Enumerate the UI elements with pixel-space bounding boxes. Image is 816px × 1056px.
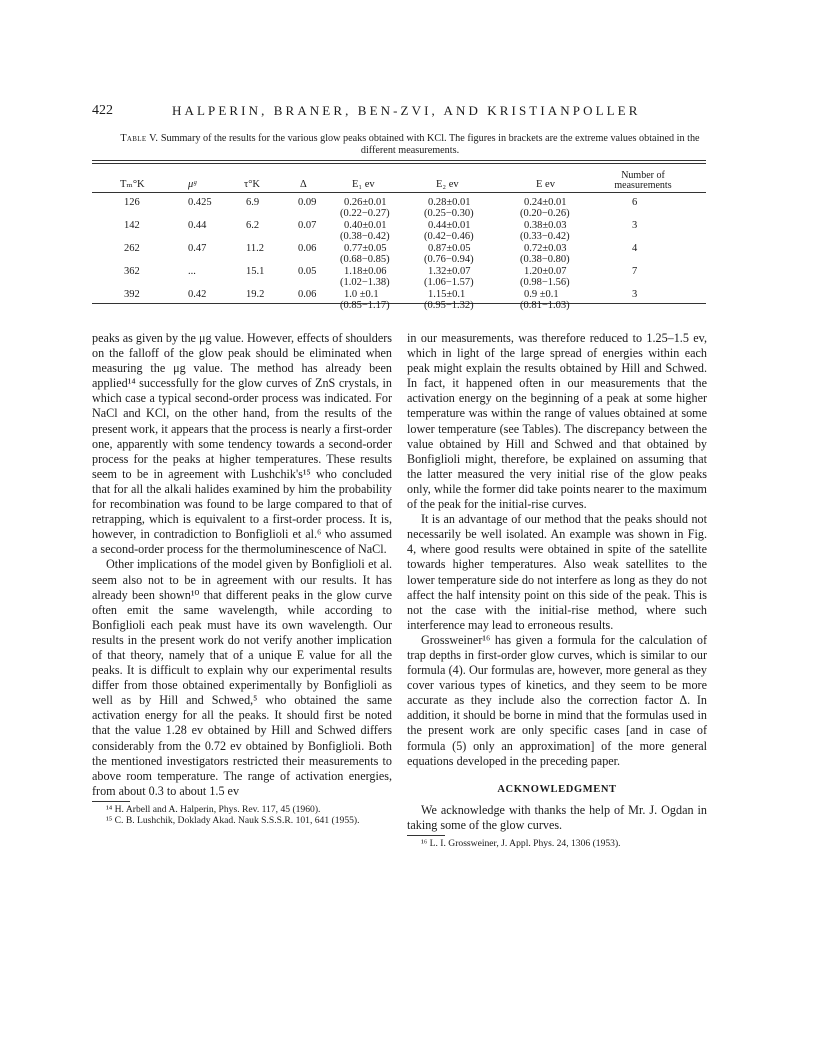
right-paragraph-2: It is an advantage of our method that the peaks should not necessarily be well isolated. An example was shown in Fig. 4, where good results were obtained in spite of the satellite towards higher temperatures. Also weak satellites to the lower temperature side do not interfere as long as they do not affect the half intensity point on this side of the peak. This is not the case with the initial-rise method, where such interference may lead to erroneous results. [407, 512, 707, 632]
table-cell-e1: 0.77±0.05 [344, 243, 387, 254]
table-top-rule [92, 160, 706, 161]
table-cell-mu: 0.47 [188, 243, 207, 254]
table-cell-e2r: (0.42−0.46) [424, 231, 474, 242]
table-cell-e1r: (0.85−1.17) [340, 300, 390, 311]
col-header-measurements: Number of measurements [614, 170, 672, 191]
col-header-tm: Tₘ°K [120, 179, 145, 190]
table-cell-e1r: (0.22−0.27) [340, 208, 390, 219]
table-cell-tm: 142 [124, 220, 140, 231]
left-column [92, 331, 392, 827]
table-cell-e1r: (1.02−1.38) [340, 277, 390, 288]
table-cell-n: 3 [632, 289, 638, 300]
table-caption-label: Table V. [120, 133, 159, 144]
table-cell-mu: ... [188, 266, 196, 277]
table-cell-tau: 6.2 [246, 220, 260, 231]
table-cell-e2r: (1.06−1.57) [424, 277, 474, 288]
table-cell-e: 0.38±0.03 [524, 220, 567, 231]
page-header [92, 103, 732, 123]
table-cell-e: 0.24±0.01 [524, 197, 567, 208]
col-header-tau: τ°K [244, 179, 261, 190]
right-paragraph-3: Grossweiner¹⁶ has given a formula for the calculation of trap depths in first-order glow curves, which is similar to our formula (4). Our formulas are, however, more general as they cover various types of kinetics, and they seem to be more accurate as they include also the correction factor Δ. In addition, it should be borne in mind that the formulas used in the present work are only specific cases [and in case of formula (5) only an approximation] of the more general equations developed in the preceding paper. [407, 632, 707, 768]
table-cell-er: (0.98−1.56) [520, 277, 570, 288]
left-paragraph-1: peaks as given by the μg value. However, effects of shoulders on the falloff of the glow peak should be eliminated when measuring the μg value. The method has already been applied¹⁴ successfully for the glow curves of ZnS crystals, in which case a typical second-order process was indicated. For NaCl and KCl, on the other hand, from the results of the present work, it appears that the process is nearly a first-order one, apparently with some tendency towards a second-order process for the peaks at higher temperatures. These results seem to be in agreement with Lushchik's¹⁵ who concluded that for all the alkali halides examined by him the probability for recombination was found to be large compared to that of retrapping, which is equivalent to a first-order process. It is, however, in contradiction to Bonfiglioli et al.⁶ who assumed a second-order process for the thermoluminescence of NaCl. [92, 331, 392, 557]
table-cell-delta: 0.05 [298, 266, 317, 277]
table-cell-er: (0.81−1.03) [520, 300, 570, 311]
table-cell-n: 7 [632, 266, 638, 277]
acknowledgment-heading: ACKNOWLEDGMENT [497, 783, 617, 795]
table-header [92, 171, 706, 191]
table-cell-e1r: (0.68−0.85) [340, 254, 390, 265]
table-top-rule-2 [92, 163, 706, 164]
table-cell-n: 3 [632, 220, 638, 231]
table-cell-delta: 0.09 [298, 197, 317, 208]
table-cell-tau: 6.9 [246, 197, 260, 208]
table-cell-er: (0.38−0.80) [520, 254, 570, 265]
footnote-rule-right [407, 835, 445, 836]
page-number: 422 [92, 103, 113, 118]
col-header-e: E ev [536, 179, 555, 190]
col-header-delta: Δ [300, 179, 307, 190]
table-cell-e2: 0.28±0.01 [428, 197, 471, 208]
table-cell-e2r: (0.76−0.94) [424, 254, 474, 265]
running-title: HALPERIN, BRANER, BEN-ZVI, AND KRISTIANPOLLER [172, 103, 641, 118]
table-cell-e: 0.72±0.03 [524, 243, 567, 254]
table-cell-e2r: (0.25−0.30) [424, 208, 474, 219]
table-cell-tau: 11.2 [246, 243, 264, 254]
table-caption-text: Summary of the results for the various glow peaks obtained with KCl. The figures in brackets are the extreme values obtained in the different measurements. [160, 133, 700, 156]
table-cell-tm: 262 [124, 243, 140, 254]
table-cell-e1: 0.40±0.01 [344, 220, 387, 231]
table-cell-e2: 1.15±0.1 [428, 289, 466, 300]
table-cell-mu: 0.425 [188, 197, 212, 208]
left-paragraph-2: Other implications of the model given by Bonfiglioli et al. seem also not to be in agreement with our results. It has already been shown¹⁰ that different peaks in the glow curve often emit the same wavelength, while according to Bonfiglioli each peak must have its own wavelength. Our results in the present work do not verify another implication of that theory, namely that of a unique E value for all the peaks. It is difficult to explain why our experimental results differ from those obtained experimentally by Bonfiglioli as well as by Hill and Schwed,⁵ who obtained the same activation energy for all the peaks. It should first be noted that the value 1.28 ev obtained by Hill and Schwed differs considerably from the 0.72 ev obtained by Bonfiglioli. Both the mentioned investigators restricted their measurements to above room temperature. The range of activation energies, from about 0.3 to about 1.5 ev [92, 557, 392, 798]
footnote-14: ¹⁴ H. Arbell and A. Halperin, Phys. Rev. 117, 45 (1960). [106, 803, 321, 815]
table-cell-e: 0.9 ±0.1 [524, 289, 559, 300]
table-cell-mu: 0.44 [188, 220, 207, 231]
table-cell-er: (0.20−0.26) [520, 208, 570, 219]
table-cell-e1: 0.26±0.01 [344, 197, 387, 208]
table-cell-mu: 0.42 [188, 289, 207, 300]
right-column [407, 331, 707, 850]
table-cell-tm: 362 [124, 266, 140, 277]
footnote-15: ¹⁵ C. B. Lushchik, Doklady Akad. Nauk S.S.S.R. 101, 641 (1955). [106, 815, 360, 827]
col-header-e1: E₁ ev [352, 179, 375, 190]
footnote-rule-left [92, 801, 130, 802]
table-cell-tau: 19.2 [246, 289, 265, 300]
table-cell-delta: 0.06 [298, 289, 317, 300]
table-cell-e2: 0.87±0.05 [428, 243, 471, 254]
table-caption [120, 133, 700, 157]
table-cell-tm: 392 [124, 289, 140, 300]
table-cell-e: 1.20±0.07 [524, 266, 567, 277]
table-header-rule [92, 192, 706, 193]
col-header-mu: μᵍ [188, 179, 197, 190]
table-cell-e2: 0.44±0.01 [428, 220, 471, 231]
table-cell-e2r: (0.95−1.32) [424, 300, 474, 311]
col-header-e2: E₂ ev [436, 179, 459, 190]
right-paragraph-1: in our measurements, was therefore reduced to 1.25–1.5 ev, which in light of the large spread of energies within each peak might explain the results obtained by Hill and Schwed. In fact, it happened often in our measurements that the activation energy on the beginning of a peak at some higher temperature was within the range of values obtained at some lower temperature (see Tables). The discrepancy between the value obtained by Hill and Schwed and that obtained by Bonfiglioli might, therefore, be explained on assuming that the latter measured the very initial rise of the glow peaks only, while the former did take points nearer to the maximum of the peak for the initial-rise curves. [407, 331, 707, 512]
table-cell-tm: 126 [124, 197, 140, 208]
table-cell-e1: 1.0 ±0.1 [344, 289, 379, 300]
table-cell-n: 4 [632, 243, 638, 254]
table-cell-delta: 0.07 [298, 220, 317, 231]
table-cell-n: 6 [632, 197, 638, 208]
table-cell-e2: 1.32±0.07 [428, 266, 471, 277]
table-bottom-rule [92, 303, 706, 304]
table-cell-er: (0.33−0.42) [520, 231, 570, 242]
footnote-16: ¹⁶ L. I. Grossweiner, J. Appl. Phys. 24, 1306 (1953). [421, 838, 621, 849]
table-cell-e1r: (0.38−0.42) [340, 231, 390, 242]
table-cell-e1: 1.18±0.06 [344, 266, 387, 277]
table-cell-tau: 15.1 [246, 266, 265, 277]
table-cell-delta: 0.06 [298, 243, 317, 254]
acknowledgment-text: We acknowledge with thanks the help of Mr. J. Ogdan in taking some of the glow curves. [407, 802, 707, 832]
